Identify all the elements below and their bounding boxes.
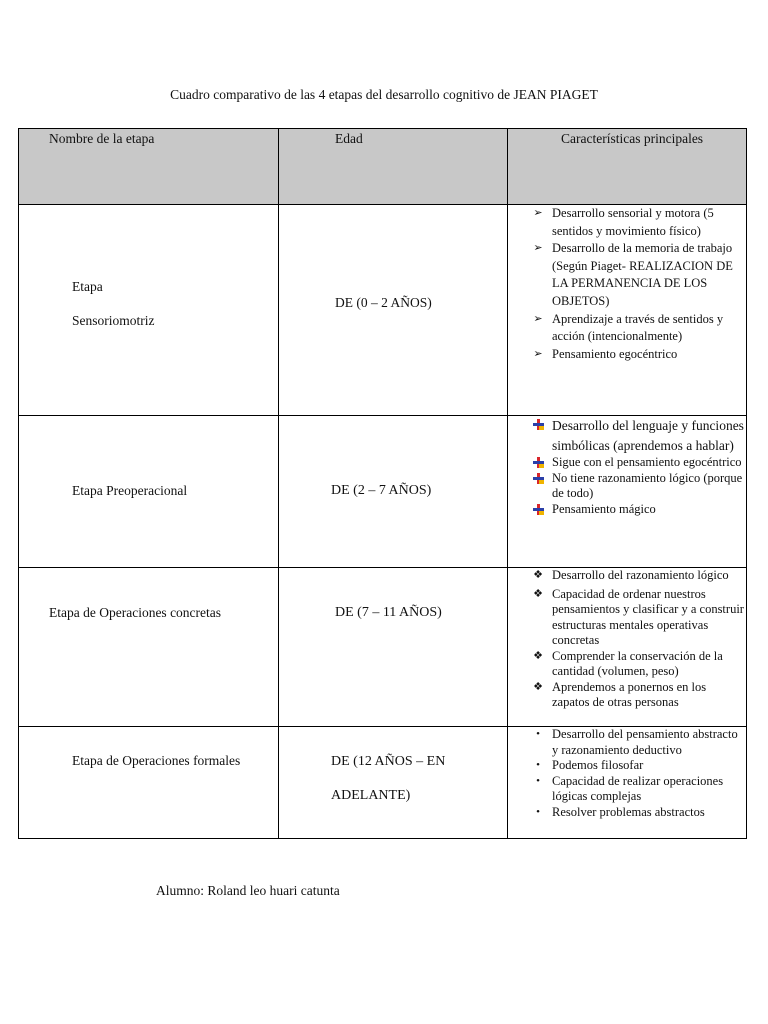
comparison-table	[18, 128, 747, 839]
stage-name: Etapa de Operaciones concretas	[49, 605, 222, 620]
list-item: ➢ Desarrollo de la memoria de trabajo (Según Piaget- REALIZACION DE LA PERMANENCIA DE LOS OBJETOS)	[530, 240, 746, 310]
header-characteristics-cell	[508, 129, 747, 205]
diamond-bullet-icon: ❖	[533, 587, 543, 600]
list-item: • Podemos filosofar	[530, 758, 746, 774]
characteristics-cell	[508, 416, 747, 568]
age-cell	[279, 416, 508, 568]
dot-bullet-icon: •	[536, 774, 540, 787]
list-item: ➢ Aprendizaje a través de sentidos y acción (intencionalmente)	[530, 311, 746, 346]
list-item: Pensamiento mágico	[530, 502, 746, 518]
stage-name-line1: Etapa	[72, 279, 103, 294]
table-row	[19, 568, 747, 727]
header-stage-cell	[19, 129, 279, 205]
cross-square-bullet-icon	[530, 455, 546, 472]
list-item: No tiene razonamiento lógico (porque de todo)	[530, 471, 746, 502]
stage-cell	[19, 727, 279, 839]
list-item: ❖ Aprendemos a ponernos en los zapatos de otras personas	[530, 680, 746, 711]
dot-bullet-icon: •	[536, 805, 540, 818]
characteristics-list	[530, 205, 746, 363]
table-row	[19, 727, 747, 839]
arrowhead-bullet-icon: ➢	[533, 347, 543, 360]
stage-cell	[19, 568, 279, 727]
dot-bullet-icon: •	[536, 759, 540, 771]
age-range-line1: DE (12 AÑOS – EN	[331, 753, 446, 769]
table-row	[19, 205, 747, 416]
cross-square-bullet-icon	[530, 471, 546, 488]
list-item: ❖ Capacidad de ordenar nuestros pensamientos y clasificar y a construir estructuras mentales operativas concretas	[530, 587, 746, 649]
list-item: • Resolver problemas abstractos	[530, 805, 746, 821]
age-cell	[279, 568, 508, 727]
age-range-line2: ADELANTE)	[331, 787, 411, 803]
table-header-row	[19, 129, 747, 205]
list-item: ❖ Desarrollo del razonamiento lógico	[530, 568, 746, 584]
characteristics-cell	[508, 205, 747, 416]
age-range: DE (7 – 11 AÑOS)	[335, 605, 442, 620]
dot-bullet-icon: •	[536, 728, 540, 740]
characteristics-cell	[508, 568, 747, 727]
stage-name: Etapa Preoperacional	[72, 482, 188, 498]
stage-cell	[19, 416, 279, 568]
diamond-bullet-icon: ❖	[533, 680, 543, 693]
arrowhead-bullet-icon: ➢	[533, 242, 543, 255]
header-stage: Nombre de la etapa	[49, 131, 155, 146]
list-item: ➢ Pensamiento egocéntrico	[530, 346, 746, 364]
age-range: DE (0 – 2 AÑOS)	[335, 294, 432, 310]
characteristics-list	[530, 568, 746, 711]
age-range: DE (2 – 7 AÑOS)	[331, 482, 432, 498]
diamond-bullet-icon: ❖	[533, 569, 543, 581]
stage-name-line2: Sensoriomotriz	[72, 313, 155, 328]
characteristics-cell	[508, 727, 747, 839]
header-age-cell	[279, 129, 508, 205]
student-name: Alumno: Roland leo huari catunta	[156, 883, 340, 898]
cross-square-bullet-icon	[530, 502, 546, 519]
characteristics-list	[530, 727, 746, 820]
header-characteristics: Características principales	[561, 131, 704, 146]
list-item: Desarrollo del lenguaje y funciones simbólicas (aprendemos a hablar)	[530, 416, 746, 455]
arrowhead-bullet-icon: ➢	[533, 312, 543, 325]
header-age: Edad	[335, 131, 363, 146]
table-row	[19, 416, 747, 568]
list-item: ❖ Comprender la conservación de la cantidad (volumen, peso)	[530, 649, 746, 680]
age-cell	[279, 205, 508, 416]
stage-name: Etapa de Operaciones formales	[72, 752, 241, 768]
characteristics-list	[530, 416, 746, 517]
diamond-bullet-icon: ❖	[533, 649, 543, 662]
list-item: Sigue con el pensamiento egocéntrico	[530, 455, 746, 471]
document-title: Cuadro comparativo de las 4 etapas del desarrollo cognitivo de JEAN PIAGET	[170, 87, 598, 102]
stage-cell	[19, 205, 279, 416]
arrowhead-bullet-icon: ➢	[533, 207, 543, 219]
list-item: • Desarrollo del pensamiento abstracto y razonamiento deductivo	[530, 727, 746, 758]
list-item: ➢ Desarrollo sensorial y motora (5 sentidos y movimiento físico)	[530, 205, 746, 240]
age-cell	[279, 727, 508, 839]
cross-square-bullet-icon	[530, 416, 546, 436]
list-item: • Capacidad de realizar operaciones lógicas complejas	[530, 774, 746, 805]
